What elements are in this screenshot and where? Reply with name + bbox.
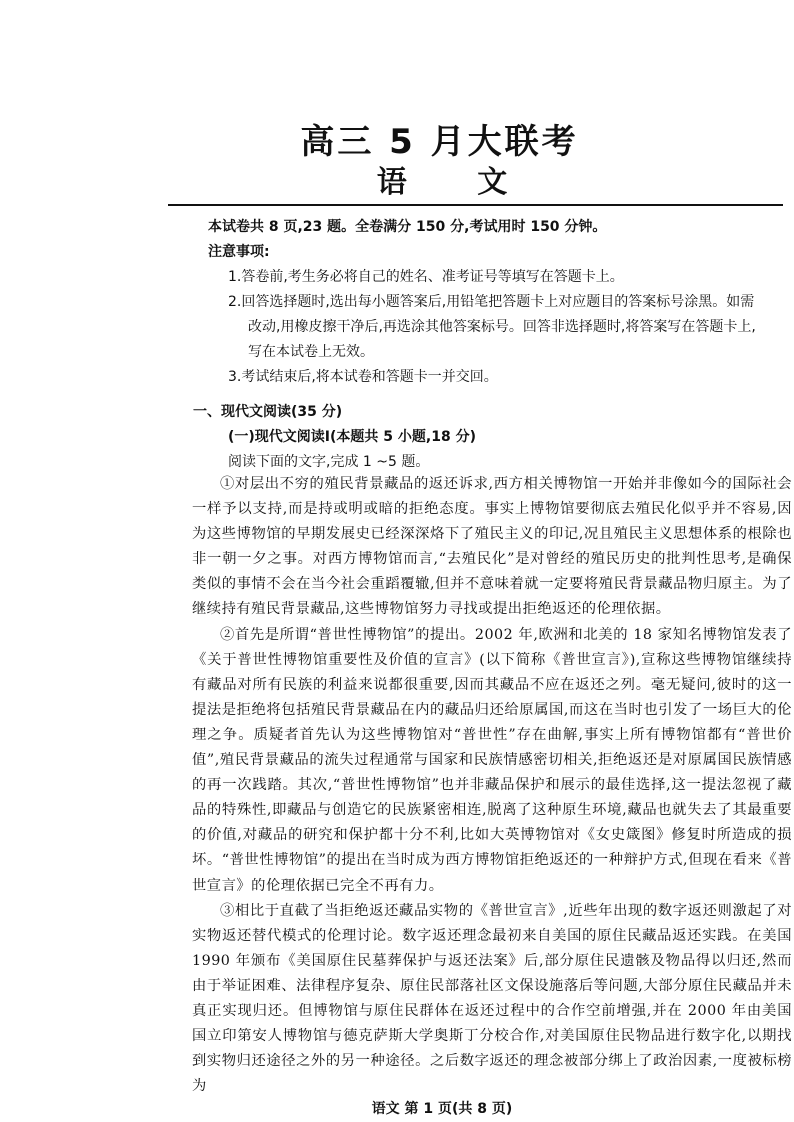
page-footer: 语文 第 1 页(共 8 页) <box>371 1101 513 1117</box>
passage-paragraph-1: ①对层出不穷的殖民背景藏品的返还诉求,西方相关博物馆一开始并非像如今的国际社会一样予以支持,而是持或明或暗的拒绝态度。事实上博物馆要彻底去殖民化似乎并不容易,因为这些博物馆的早期发展史已经深深烙下了殖民主义的印记,况且殖民主义思想体系的根除也非一朝一夕之事。对西方博物馆而言,“去殖民化”是对曾经的殖民历史的批判性思考,是确保类似的事情不会在当今社会重蹈覆辙,但并不意味着就一定要将殖民背景藏品物归原主。为了继续持有殖民背景藏品,这些博物馆努力寻找或提出拒绝返还的伦理依据。 <box>192 476 792 618</box>
exam-instructions <box>0 215 794 390</box>
subsection-heading: (一)现代文阅读Ⅰ(本题共 5 小题,18 分) <box>228 429 476 445</box>
notice-item-3: 3.考试结束后,将本试卷和答题卡一并交回。 <box>228 369 498 385</box>
notice-item-2-cont: 改动,用橡皮擦干净后,再选涂其他答案标号。回答非选择题时,将答案写在答题卡上, <box>248 319 756 335</box>
reading-passage <box>192 472 792 1099</box>
exam-summary: 本试卷共 8 页,23 题。全卷满分 150 分,考试用时 150 分钟。 <box>208 219 607 235</box>
header-divider <box>168 204 783 206</box>
section-heading: 一、现代文阅读(35 分) <box>193 404 343 420</box>
exam-title: 高三 5 月大联考 <box>300 122 579 162</box>
passage-paragraph-3: ③相比于直截了当拒绝返还藏品实物的《普世宣言》,近些年出现的数字返还则激起了对实物返还替代模式的伦理讨论。数字返还理念最初来自美国的原住民藏品返还实践。在美国 1990 年颁布《美国原住民墓葬保护与返还法案》后,部分原住民遗骸及物品得以归还,然而由于举证困难、法律程序复杂、原住民部落社区文保设施落后等问题,大部分原住民藏品并未真正实现归还。但博物馆与原住民群体在返还过程中的合作空前增强,并在 2000 年由美国国立印第安人博物馆与德克萨斯大学奥斯丁分校合作,对美国原住民物品进行数字化,以期找到实物归还途径之外的另一种途径。之后数字返还的理念被部分绑上了政治因素,一度被标榜为 <box>192 902 792 1095</box>
notice-item-2-cont-2: 写在本试卷上无效。 <box>248 344 374 360</box>
reading-directions: 阅读下面的文字,完成 1 ~5 题。 <box>228 454 430 470</box>
subject-title: 语 文 <box>376 165 538 200</box>
notice-item-1: 1.答卷前,考生务必将自己的姓名、准考证号等填写在答题卡上。 <box>228 269 624 285</box>
notice-item-2: 2.回答选择题时,选出每小题答案后,用铅笔把答题卡上对应题目的答案标号涂黑。如需 <box>228 294 755 310</box>
section-modern-reading <box>0 400 794 475</box>
notice-heading: 注意事项: <box>208 244 270 260</box>
passage-paragraph-2: ②首先是所谓“普世性博物馆”的提出。2002 年,欧洲和北美的 18 家知名博物馆发表了《关于普世性博物馆重要性及价值的宣言》(以下简称《普世宣言》),宣称这些博物馆继续持有藏品对所有民族的利益来说都很重要,因而其藏品不应在返还之列。毫无疑问,彼时的这一提法是拒绝将包括殖民背景藏品在内的藏品归还给原属国,而这在当时也引发了一场巨大的伦理之争。质疑者首先认为这些博物馆对“普世性”存在曲解,事实上所有博物馆都有“普世价值”,殖民背景藏品的流失过程通常与国家和民族情感密切相关,拒绝返还是对原属国民族情感的再一次践踏。其次,“普世性博物馆”也并非藏品保护和展示的最佳选择,这一提法忽视了藏品的特殊性,即藏品与创造它的民族紧密相连,脱离了这种原生环境,藏品也就失去了其最重要的价值,对藏品的研究和保护都十分不利,比如大英博物馆对《女史箴图》修复时所造成的损坏。“普世性博物馆”的提出在当时成为西方博物馆拒绝返还的一种辩护方式,但现在看来《普世宣言》的伦理依据已完全不再有力。 <box>192 626 792 894</box>
